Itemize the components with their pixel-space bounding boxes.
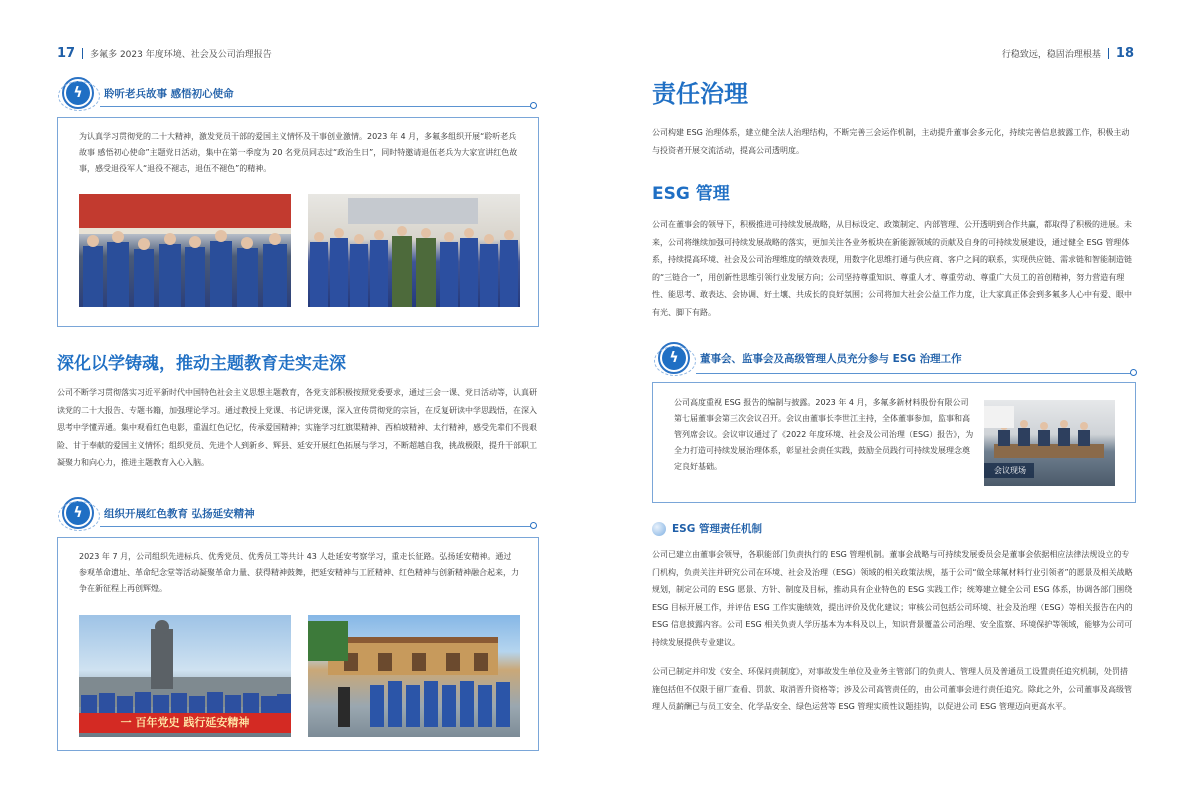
right-page-header [1002,46,1134,61]
board-heading [658,342,962,374]
esg-title: ESG 管理 [652,184,730,204]
page-number: 17 [57,46,76,61]
left-page [0,0,595,809]
heading-rule-dot [1130,369,1137,376]
heading-rule [100,106,532,107]
veteran-heading [62,77,234,109]
yanan-box [57,537,539,751]
yanan-text: 2023 年 7 月，公司组织先进标兵、优秀党员、优秀员工等共计 43 人赴延安考察学习，重走长征路。弘扬延安精神。通过参观革命遗址、革命纪念堂等活动凝聚革命力量、获得精神鼓舞，把延安精神与工匠精神、红色精神与创新精神融合起来，力争在新征程上再创辉煌。 [79,552,519,593]
lightning-bolt-icon: ϟ [62,497,94,529]
board-heading-text: 董事会、监事会及高级管理人员充分参与 ESG 治理工作 [700,352,962,365]
header-divider [82,48,83,59]
veteran-box [57,117,539,327]
mechanism-heading [652,521,762,536]
mechanism-text-2: 公司已制定并印发《安全、环保问责制度》，对事故发生单位及业务主管部门的负责人、管理人员及普通员工设置责任追究机制，处罚措施包括但不仅限于留厂查看、罚款、取消晋升资格等；涉及公司高管责任的，由公司董事会进行责任追究。除此之外，公司董事及高级管理人员薪酬已与员工安全、化学品安全、绿色运营等 ESG 管理实质性议题挂钩，以促进公司 ESG 管理迈向更高水平。 [652,667,1132,711]
study-title: 深化以学铸魂，推动主题教育走实走深 [57,354,346,374]
lightning-bolt-icon: ϟ [658,342,690,374]
heading-rule [100,526,532,527]
header-divider [1108,48,1109,59]
heading-rule-dot [530,522,537,529]
photo-caption: 会议现场 [984,463,1034,478]
meeting-photo [984,400,1115,486]
left-page-header [57,46,272,61]
yanan-photo-statue [79,615,291,737]
governance-text: 公司构建 ESG 治理体系，建立健全法人治理结构，不断完善三会运作机制，主动提升董事会多元化，持续完善信息披露工作，积极主动与投资者开展交流活动，提高公司透明度。 [652,128,1130,155]
yanan-photo-memorial [308,615,520,737]
veteran-photo-group [308,194,520,307]
veteran-photo-classroom [79,194,291,307]
yanan-heading-text: 组织开展红色教育 弘扬延安精神 [104,507,255,520]
report-title: 多氟多 2023 年度环境、社会及公司治理报告 [90,50,272,60]
sphere-bullet-icon [652,522,666,536]
chapter-title: 行稳致远，稳固治理根基 [1001,50,1101,60]
mechanism-title: ESG 管理责任机制 [672,523,763,535]
board-text: 公司高度重视 ESG 报告的编制与披露。2023 年 4 月，多氟多新材料股份有限公司第七届董事会第三次会议召开。会议由董事长李世江主持，全体董事参加，监事和高管列席会议。会议审议通过了《2022 年度环境、社会及公司治理（ESG）报告》，为全力打造可持续发展治理体系，彰显社会责任实践，鼓励全员践行可持续发展理念奠定良好基础。 [674,398,974,471]
esg-text: 公司在董事会的领导下，积极推进可持续发展战略，从目标设定、政策制定、内部管理、公开透明到合作共赢，都取得了积极的进展。未来，公司将继续加强可持续发展战略的落实，更加关注各业务板块在新能源领域的贡献及自身的可持续发展建设，通过健全 ESG 管理体系，持续提高环境、社会及公司治理维度的绩效表现，用数字化思维打通与供应商、客户之间的联系，实现供应链、需求链和智能制造链的“三链合一”，用创新性思维引领行业发展方向；公司坚持尊重知识、尊重人才、尊重劳动、尊重广大员工的首创精神，努力营造有理性、能思考、敢表达、会协调、好土壤、共成长的良好氛围；公司将加大社会公益工作力度，让大家真正体会到多氟多人心中有爱、眼中有光、脚下有路。 [652,220,1132,317]
mechanism-text-1: 公司已建立由董事会领导，各职能部门负责执行的 ESG 管理机制。董事会战略与可持续发展委员会是董事会依据相应法律法规设立的专门机构，负责关注并研究公司在环境、社会及治理（ESG）领域的相关政策法规，基于公司“做全球氟材料行业引领者”的愿景及相关战略规划，制定公司的 ESG 愿景、方针、制度及目标，推动具有企业特色的 ESG 实践工作；统筹建立健全公司 ESG 体系，协调各部门围绕 ESG 目标开展工作，并评估 ESG 工作实施绩效，提出评价及优化建议；审核公司包括公司环境、社会及治理（ESG）等相关报告在内的 ESG 信息披露内容。公司 ESG 相关负责人学历基本为本科及以上，知识背景覆盖公司治理、安全监察、环境保护等领域，能够为公司可持续发展提供专业建议。 [652,550,1133,647]
veteran-text: 为认真学习贯彻党的二十大精神，激发党员干部的爱国主义情怀及干事创业激情。2023 年 4 月，多氟多组织开展“聆听老兵故事 感悟初心使命”主题党日活动，集中在第一季度为 20 名党员同志过“政治生日”，同时特邀请退伍老兵为大家宣讲红色故事，感受退役军人“退役不褪志，退伍不褪色”的精神。 [79,132,518,173]
board-box [652,382,1136,503]
lightning-bolt-icon: ϟ [62,77,94,109]
right-page [596,0,1191,809]
page-number: 18 [1115,46,1134,61]
governance-title: 责任治理 [652,80,748,108]
study-text: 公司不断学习贯彻落实习近平新时代中国特色社会主义思想主题教育，各党支部积极按照党委要求，通过三会一课、党日活动等，认真研读党的二十大报告、专题书籍，加强理论学习。通过教授上党课、书记讲党课，深入宣传贯彻党的宗旨，在反复研读中学思践悟，在深入思考中学懂弄通。集中观看红色电影，重温红色记忆，传承爱国精神；实施学习红旗渠精神、西柏坡精神、太行精神，感受先辈们不畏艰险、甘于奉献的爱国主义情怀；组织党员、先进个人到新乡、辉县、延安开展红色拓展与学习，不断超越自我，挑战极限，提升干部职工凝聚力和向心力，推进主题教育入心入脑。 [57,388,537,467]
heading-rule-dot [530,102,537,109]
banner-text: 一 百年党史 践行延安精神 [120,716,250,729]
heading-rule [696,373,1132,374]
yanan-heading [62,497,255,529]
veteran-heading-text: 聆听老兵故事 感悟初心使命 [104,87,234,100]
